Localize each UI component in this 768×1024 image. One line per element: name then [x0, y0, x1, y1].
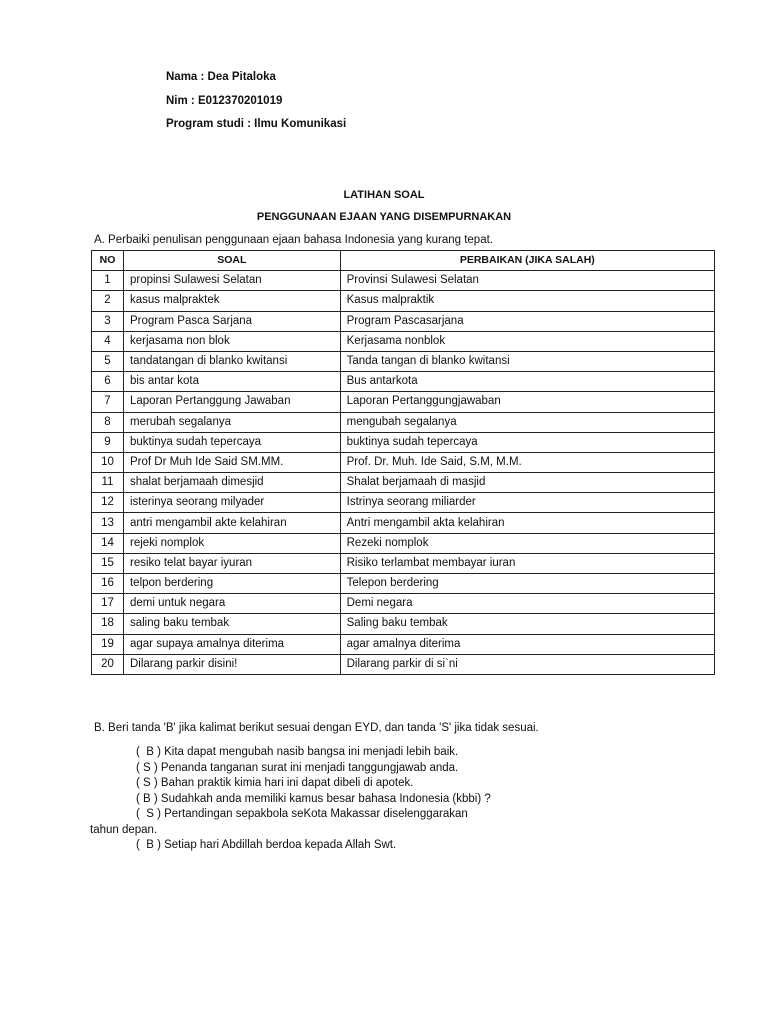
row-number: 14 — [92, 533, 124, 553]
row-perbaikan: Kerjasama nonblok — [340, 331, 714, 351]
row-perbaikan: buktinya sudah tepercaya — [340, 432, 714, 452]
row-perbaikan: Tanda tangan di blanko kwitansi — [340, 351, 714, 371]
header-perbaikan: PERBAIKAN (JIKA SALAH) — [340, 251, 714, 271]
answer-line: ( S ) Pertandingan sepakbola seKota Makassar diselenggarakan — [136, 808, 468, 820]
row-soal: tandatangan di blanko kwitansi — [123, 351, 340, 371]
student-nim: Nim : E012370201019 — [166, 94, 283, 107]
row-soal: buktinya sudah tepercaya — [123, 432, 340, 452]
row-number: 1 — [92, 271, 124, 291]
table-row — [92, 614, 715, 634]
row-number: 20 — [92, 654, 124, 674]
answer-line: ( B ) Setiap hari Abdillah berdoa kepada Allah Swt. — [136, 839, 397, 851]
row-soal: resiko telat bayar iyuran — [123, 553, 340, 573]
row-perbaikan: Antri mengambil akta kelahiran — [340, 513, 714, 533]
table-row — [92, 392, 715, 412]
row-number: 19 — [92, 634, 124, 654]
row-soal: Laporan Pertanggung Jawaban — [123, 392, 340, 412]
row-soal: antri mengambil akte kelahiran — [123, 513, 340, 533]
row-soal: isterinya seorang milyader — [123, 493, 340, 513]
answer-line: ( B ) Kita dapat mengubah nasib bangsa ini menjadi lebih baik. — [136, 746, 459, 758]
row-number: 4 — [92, 331, 124, 351]
row-perbaikan: Demi negara — [340, 594, 714, 614]
row-number: 16 — [92, 574, 124, 594]
row-soal: agar supaya amalnya diterima — [123, 634, 340, 654]
row-number: 2 — [92, 291, 124, 311]
row-soal: bis antar kota — [123, 372, 340, 392]
row-perbaikan: Provinsi Sulawesi Selatan — [340, 271, 714, 291]
correction-table — [91, 250, 715, 675]
section-a-instruction: A. Perbaiki penulisan penggunaan ejaan bahasa Indonesia yang kurang tepat. — [94, 234, 493, 246]
table-row — [92, 654, 715, 674]
answer-line: ( S ) Bahan praktik kimia hari ini dapat dibeli di apotek. — [136, 777, 414, 789]
row-perbaikan: Bus antarkota — [340, 372, 714, 392]
table-row — [92, 291, 715, 311]
row-soal: Program Pasca Sarjana — [123, 311, 340, 331]
table-row — [92, 533, 715, 553]
row-number: 6 — [92, 372, 124, 392]
row-soal: rejeki nomplok — [123, 533, 340, 553]
row-soal: shalat berjamaah dimesjid — [123, 473, 340, 493]
header-no: NO — [92, 251, 124, 271]
row-perbaikan: Program Pascasarjana — [340, 311, 714, 331]
row-perbaikan: Laporan Pertanggungjawaban — [340, 392, 714, 412]
row-number: 8 — [92, 412, 124, 432]
row-number: 10 — [92, 452, 124, 472]
row-perbaikan: Shalat berjamaah di masjid — [340, 473, 714, 493]
table-row — [92, 493, 715, 513]
table-row — [92, 513, 715, 533]
table-row — [92, 331, 715, 351]
row-number: 5 — [92, 351, 124, 371]
row-number: 12 — [92, 493, 124, 513]
table-row — [92, 432, 715, 452]
main-title: LATIHAN SOAL — [343, 189, 425, 201]
answer-line: ( S ) Penanda tanganan surat ini menjadi tanggungjawab anda. — [136, 761, 459, 774]
row-number: 9 — [92, 432, 124, 452]
row-soal: telpon berdering — [123, 574, 340, 594]
table-row — [92, 351, 715, 371]
student-info — [166, 71, 346, 142]
table-row — [92, 311, 715, 331]
row-perbaikan: Prof. Dr. Muh. Ide Said, S.M, M.M. — [340, 452, 714, 472]
row-soal: Prof Dr Muh Ide Said SM.MM. — [123, 452, 340, 472]
section-b-answers — [90, 745, 491, 854]
answer-line-continuation: tahun depan. — [90, 823, 158, 836]
row-perbaikan: Risiko terlambat membayar iuran — [340, 553, 714, 573]
row-perbaikan: Dilarang parkir di si`ni — [340, 654, 714, 674]
table-row — [92, 412, 715, 432]
answer-line: ( B ) Sudahkah anda memiliki kamus besar bahasa Indonesia (kbbi) ? — [136, 792, 491, 805]
table-row — [92, 594, 715, 614]
table-row — [92, 372, 715, 392]
row-number: 11 — [92, 473, 124, 493]
row-number: 17 — [92, 594, 124, 614]
row-perbaikan: agar amalnya diterima — [340, 634, 714, 654]
row-perbaikan: Saling baku tembak — [340, 614, 714, 634]
section-b-instruction: B. Beri tanda 'B' jika kalimat berikut sesuai dengan EYD, dan tanda 'S' jika tidak sesuai. — [94, 722, 539, 734]
row-perbaikan: mengubah segalanya — [340, 412, 714, 432]
table-row — [92, 634, 715, 654]
row-soal: kasus malpraktek — [123, 291, 340, 311]
table-row — [92, 452, 715, 472]
row-perbaikan: Kasus malpraktik — [340, 291, 714, 311]
row-number: 7 — [92, 392, 124, 412]
row-soal: propinsi Sulawesi Selatan — [123, 271, 340, 291]
sub-title: PENGGUNAAN EJAAN YANG DISEMPURNAKAN — [256, 211, 512, 223]
row-soal: kerjasama non blok — [123, 331, 340, 351]
row-perbaikan: Telepon berdering — [340, 574, 714, 594]
student-name: Nama : Dea Pitaloka — [166, 71, 276, 83]
study-program: Program studi : Ilmu Komunikasi — [166, 118, 347, 130]
row-perbaikan: Rezeki nomplok — [340, 533, 714, 553]
row-number: 15 — [92, 553, 124, 573]
header-soal: SOAL — [123, 251, 340, 271]
row-soal: Dilarang parkir disini! — [123, 654, 340, 674]
row-soal: demi untuk negara — [123, 594, 340, 614]
table-row — [92, 553, 715, 573]
table-header-row — [92, 251, 715, 271]
row-number: 18 — [92, 614, 124, 634]
table-row — [92, 271, 715, 291]
row-perbaikan: Istrinya seorang miliarder — [340, 493, 714, 513]
table-row — [92, 473, 715, 493]
row-soal: saling baku tembak — [123, 614, 340, 634]
row-number: 3 — [92, 311, 124, 331]
row-number: 13 — [92, 513, 124, 533]
row-soal: merubah segalanya — [123, 412, 340, 432]
table-row — [92, 574, 715, 594]
